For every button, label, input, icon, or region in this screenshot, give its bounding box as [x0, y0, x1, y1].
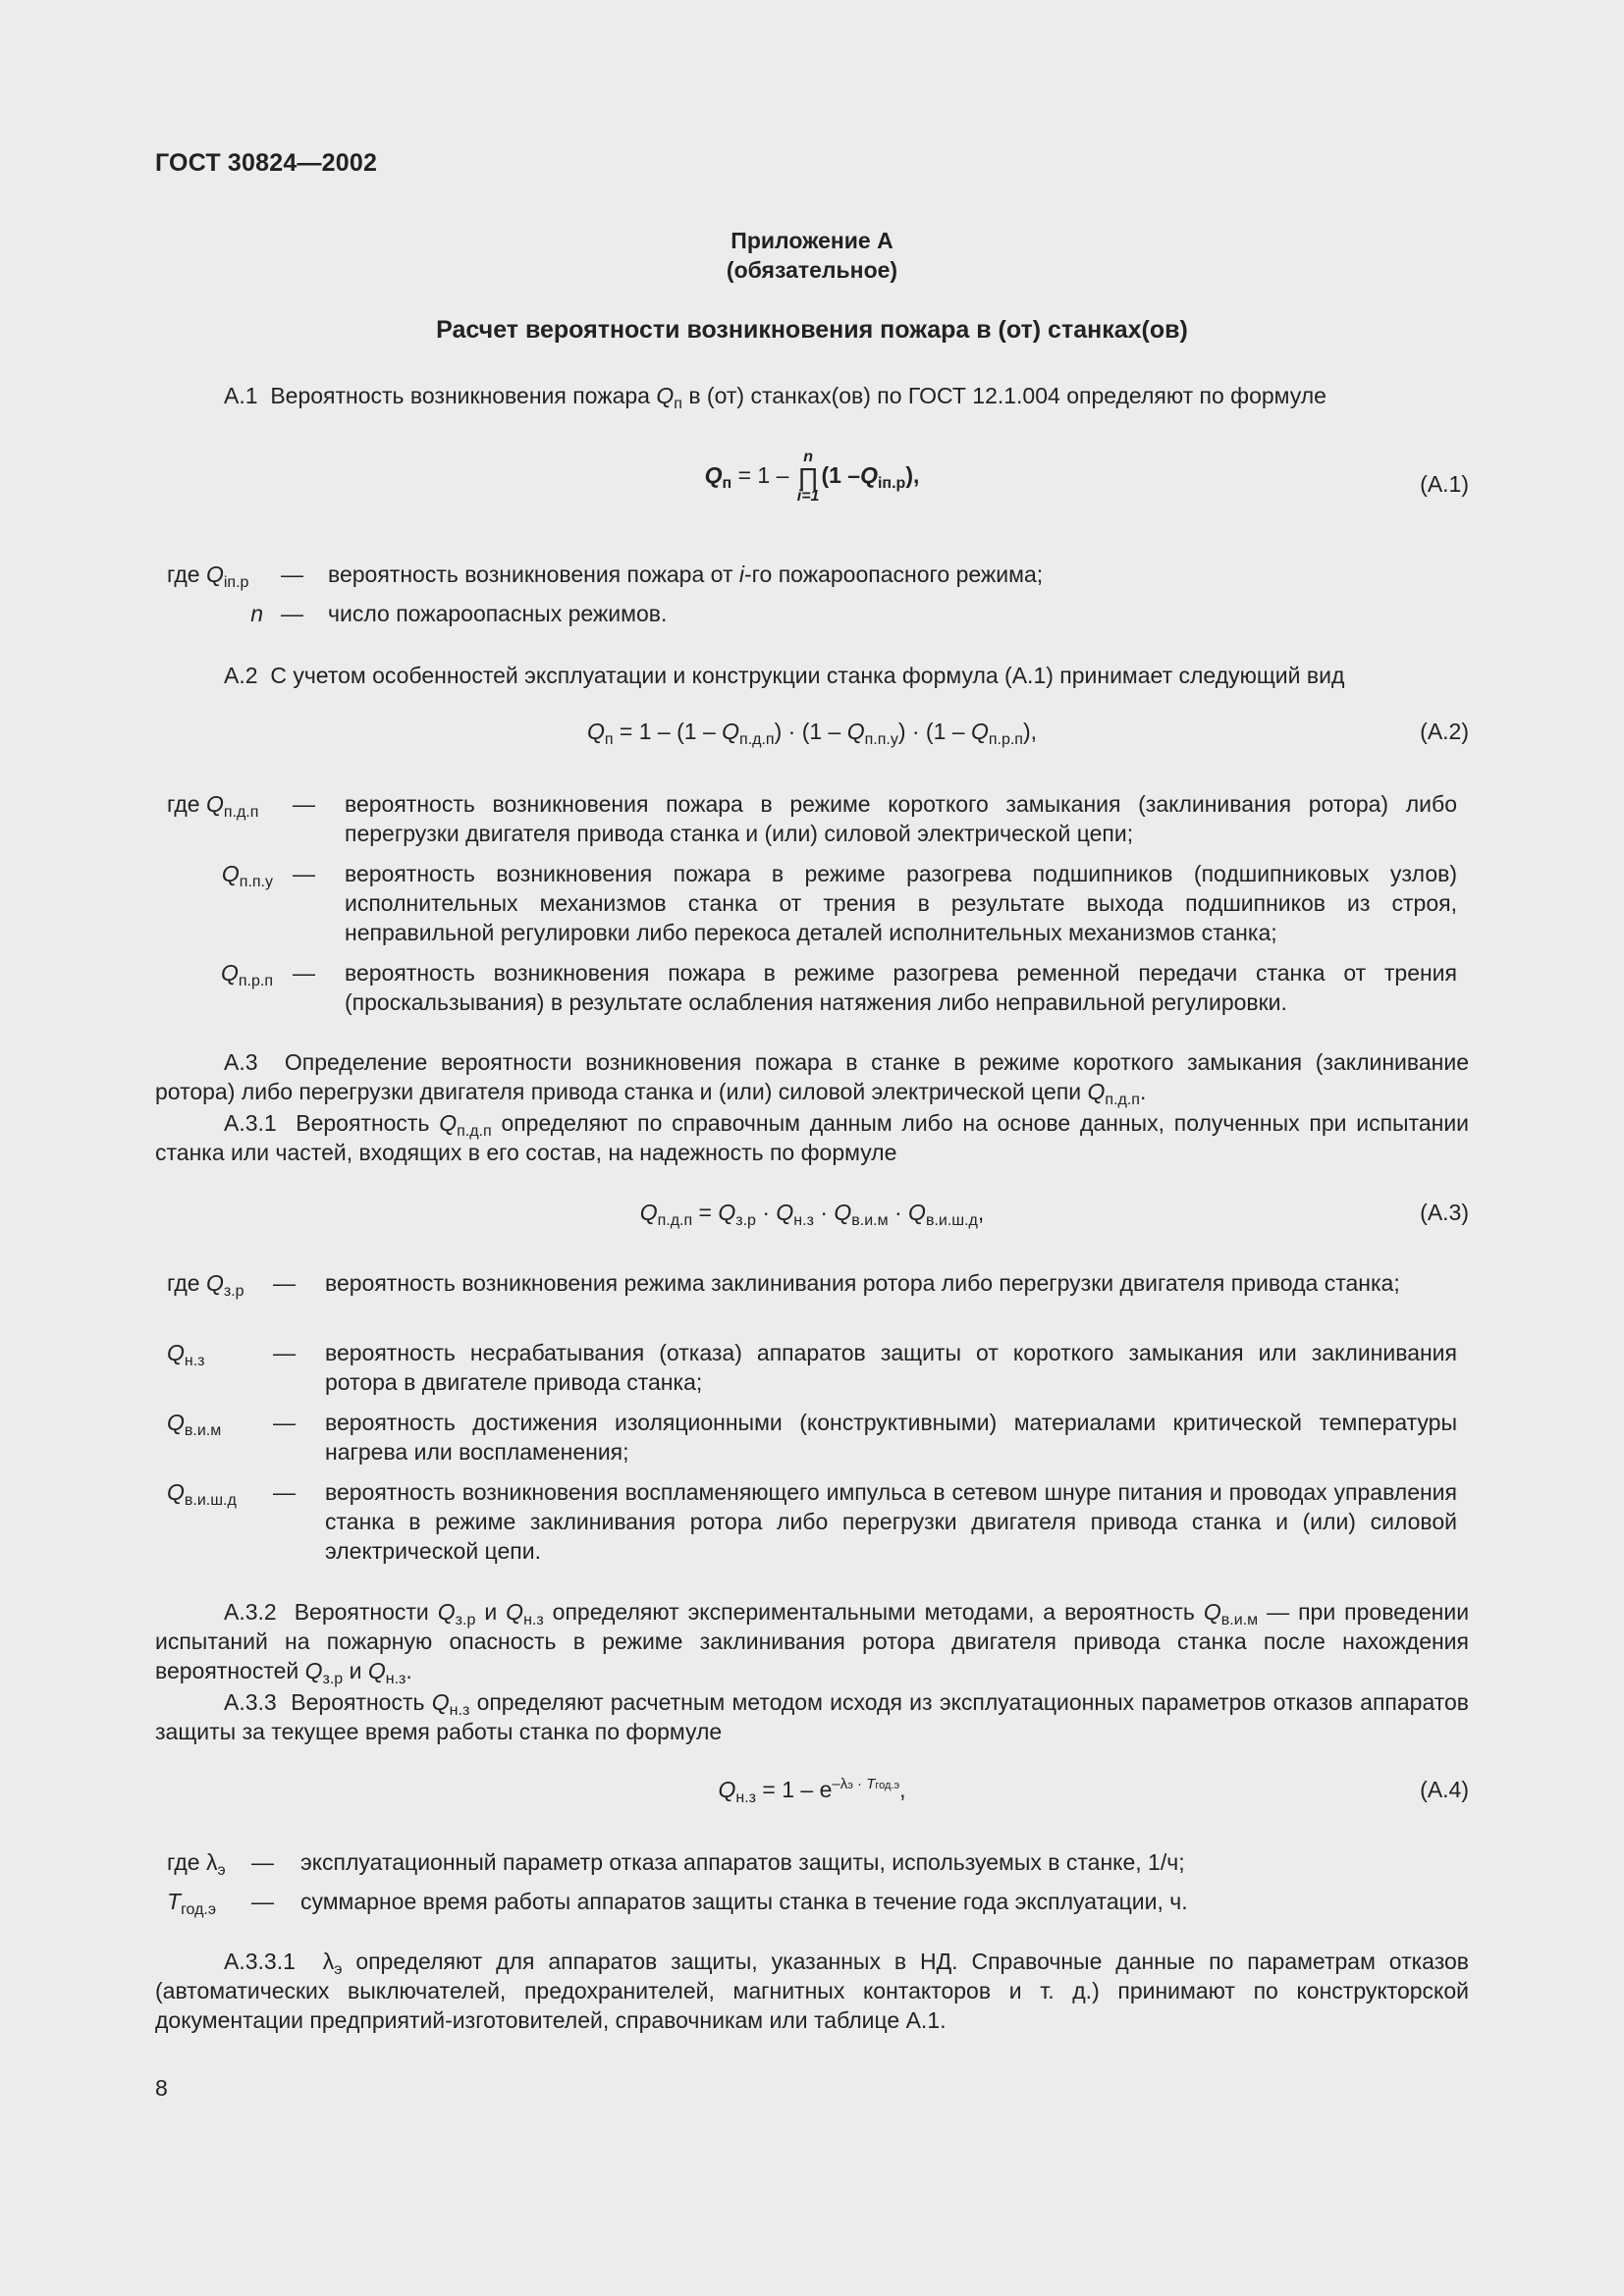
clause-a2: А.2 С учетом особенностей эксплуатации и конструкции станка формула (А.1) принимает следующий вид: [224, 663, 1345, 688]
clause-a3-1: А.3.1 Вероятность $Q_{п.д.п}$ определяют по справочным данным либо на основе данных, полученных при испытании станка или частей, входящих в его состав, на надежность по формуле: [155, 1110, 1470, 1165]
clause-a1: А.1 Вероятность возникновения пожара $Q_п$ в (от) станках(ов) по ГОСТ 12.1.004 определяют по формуле: [224, 383, 1326, 412]
definition-row: где $Q_{з.р}$ — вероятность возникновения режима заклинивания ротора либо перегрузки двигателя привода станка;: [167, 1270, 1400, 1300]
formula-a1: $Q_п = 1$ – n ∏ i=1 (1 $-Q_{iп.р}$),: [704, 449, 920, 505]
clause-a3-2: А.3.2 Вероятности $Q_{з.р}$ и $Q_{н.з}$ определяют экспериментальными методами, а вероятность $Q_{в.и.м}$ — при проведении испытаний на пожарную опасность в режиме заклинивания ротора двигателя привода станка после нахождения вероятностей $Q_{з.р}$ и $Q_{н.з}$.: [155, 1599, 1470, 1687]
definition-row: $Q_{н.з}$ — вероятность несрабатывания (отказа) аппаратов защиты от короткого замыкания или заклинивания ротора в двигателе привода станка;: [167, 1340, 1457, 1395]
document-code: ГОСТ 30824—2002: [155, 149, 378, 177]
formula-number: (А.2): [1420, 719, 1469, 744]
definition-row: $Q_{п.р.п}$ — вероятность возникновения пожара в режиме разогрева ременной передачи станка от трения (проскальзывания) в результате ослабления натяжения либо неправильной регулировки.: [220, 960, 1457, 1015]
formula-number: (А.4): [1420, 1777, 1469, 1802]
product-operator: n ∏ i=1: [796, 449, 820, 505]
clause-a3-3: А.3.3 Вероятность $Q_{н.з}$ определяют расчетным методом исходя из эксплуатационных параметров отказов аппаратов защиты за текущее время работы станка по формуле: [155, 1689, 1470, 1744]
definition-row: $Q_{в.и.м}$ — вероятность достижения изоляционными (конструктивными) материалами критической температуры нагрева или воспламенения;: [167, 1410, 1457, 1465]
appendix-label: Приложение А: [731, 228, 893, 253]
definition-row: где $Q_{iп.р}$ — вероятность возникновения пожара от i-го пожароопасного режима;: [167, 561, 1044, 591]
formula-number: (А.1): [1420, 471, 1469, 497]
formula-a4: $Q_{н.з} = 1 - e^{-\lambda э \cdot Tгод.э}$,: [718, 1776, 906, 1806]
clause-a3: А.3 Определение вероятности возникновения пожара в станке в режиме короткого замыкания (заклинивание ротора) либо перегрузки двигателя привода станка и (или) силовой электрической цепи $Q_{п.д.п}$.: [155, 1049, 1470, 1108]
appendix-heading: [155, 226, 1469, 285]
formula-number: (А.3): [1420, 1200, 1469, 1225]
page-number: 8: [155, 2075, 168, 2101]
section-title: Расчет вероятности возникновения пожара в (от) станках(ов): [436, 316, 1188, 344]
definition-row: $Q_{п.п.у}$ — вероятность возникновения пожара в режиме разогрева подшипников (подшипниковых узлов) исполнительных механизмов станка от трения в результате выхода подшипников из строя, неправильной регулировки либо перекоса деталей исполнительных механизмов станка;: [221, 861, 1457, 945]
formula-a3: $Q_{п.д.п} = Q_{з.р} \cdot Q_{н.з} \cdot Q_{в.и.м} \cdot Q_{в.и.ш.д}$,: [639, 1200, 985, 1229]
definition-row: где $Q_{п.д.п}$ — вероятность возникновения пожара в режиме короткого замыкания (заклинивания ротора) либо перегрузки двигателя привода станка и (или) силовой электрической цепи;: [167, 791, 1457, 846]
clause-a3-3-1: А.3.3.1 $\lambda_э$ определяют для аппаратов защиты, указанных в НД. Справочные данные по параметрам отказов (автоматических выключателей, предохранителей, магнитных контакторов и т. д.) принимают по конструкторской документации предприятий-изготовителей, справочникам или таблице А.1.: [155, 1949, 1470, 2033]
appendix-status: (обязательное): [726, 257, 898, 283]
definition-row: $Q_{в.и.ш.д}$ — вероятность возникновения воспламеняющего импульса в сетевом шнуре питания и проводах управления станка в режиме заклинивания ротора либо перегрузки двигателя привода станка и (или) силовой электрической цепи.: [167, 1479, 1457, 1564]
formula-a2: $Q_п = 1 - (1 - Q_{п.д.п}) \cdot (1 - Q_{п.п.у}) \cdot (1 - Q_{п.р.п})$,: [586, 719, 1038, 748]
definition-row: где $\lambda_э$ — эксплуатационный параметр отказа аппаратов защиты, используемых в станке, 1/ч;: [167, 1849, 1185, 1879]
definition-row: $T_{год.э}$ — суммарное время работы аппаратов защиты станка в течение года эксплуатации, ч.: [167, 1889, 1188, 1918]
definition-row: n — число пожароопасных режимов.: [250, 601, 668, 626]
